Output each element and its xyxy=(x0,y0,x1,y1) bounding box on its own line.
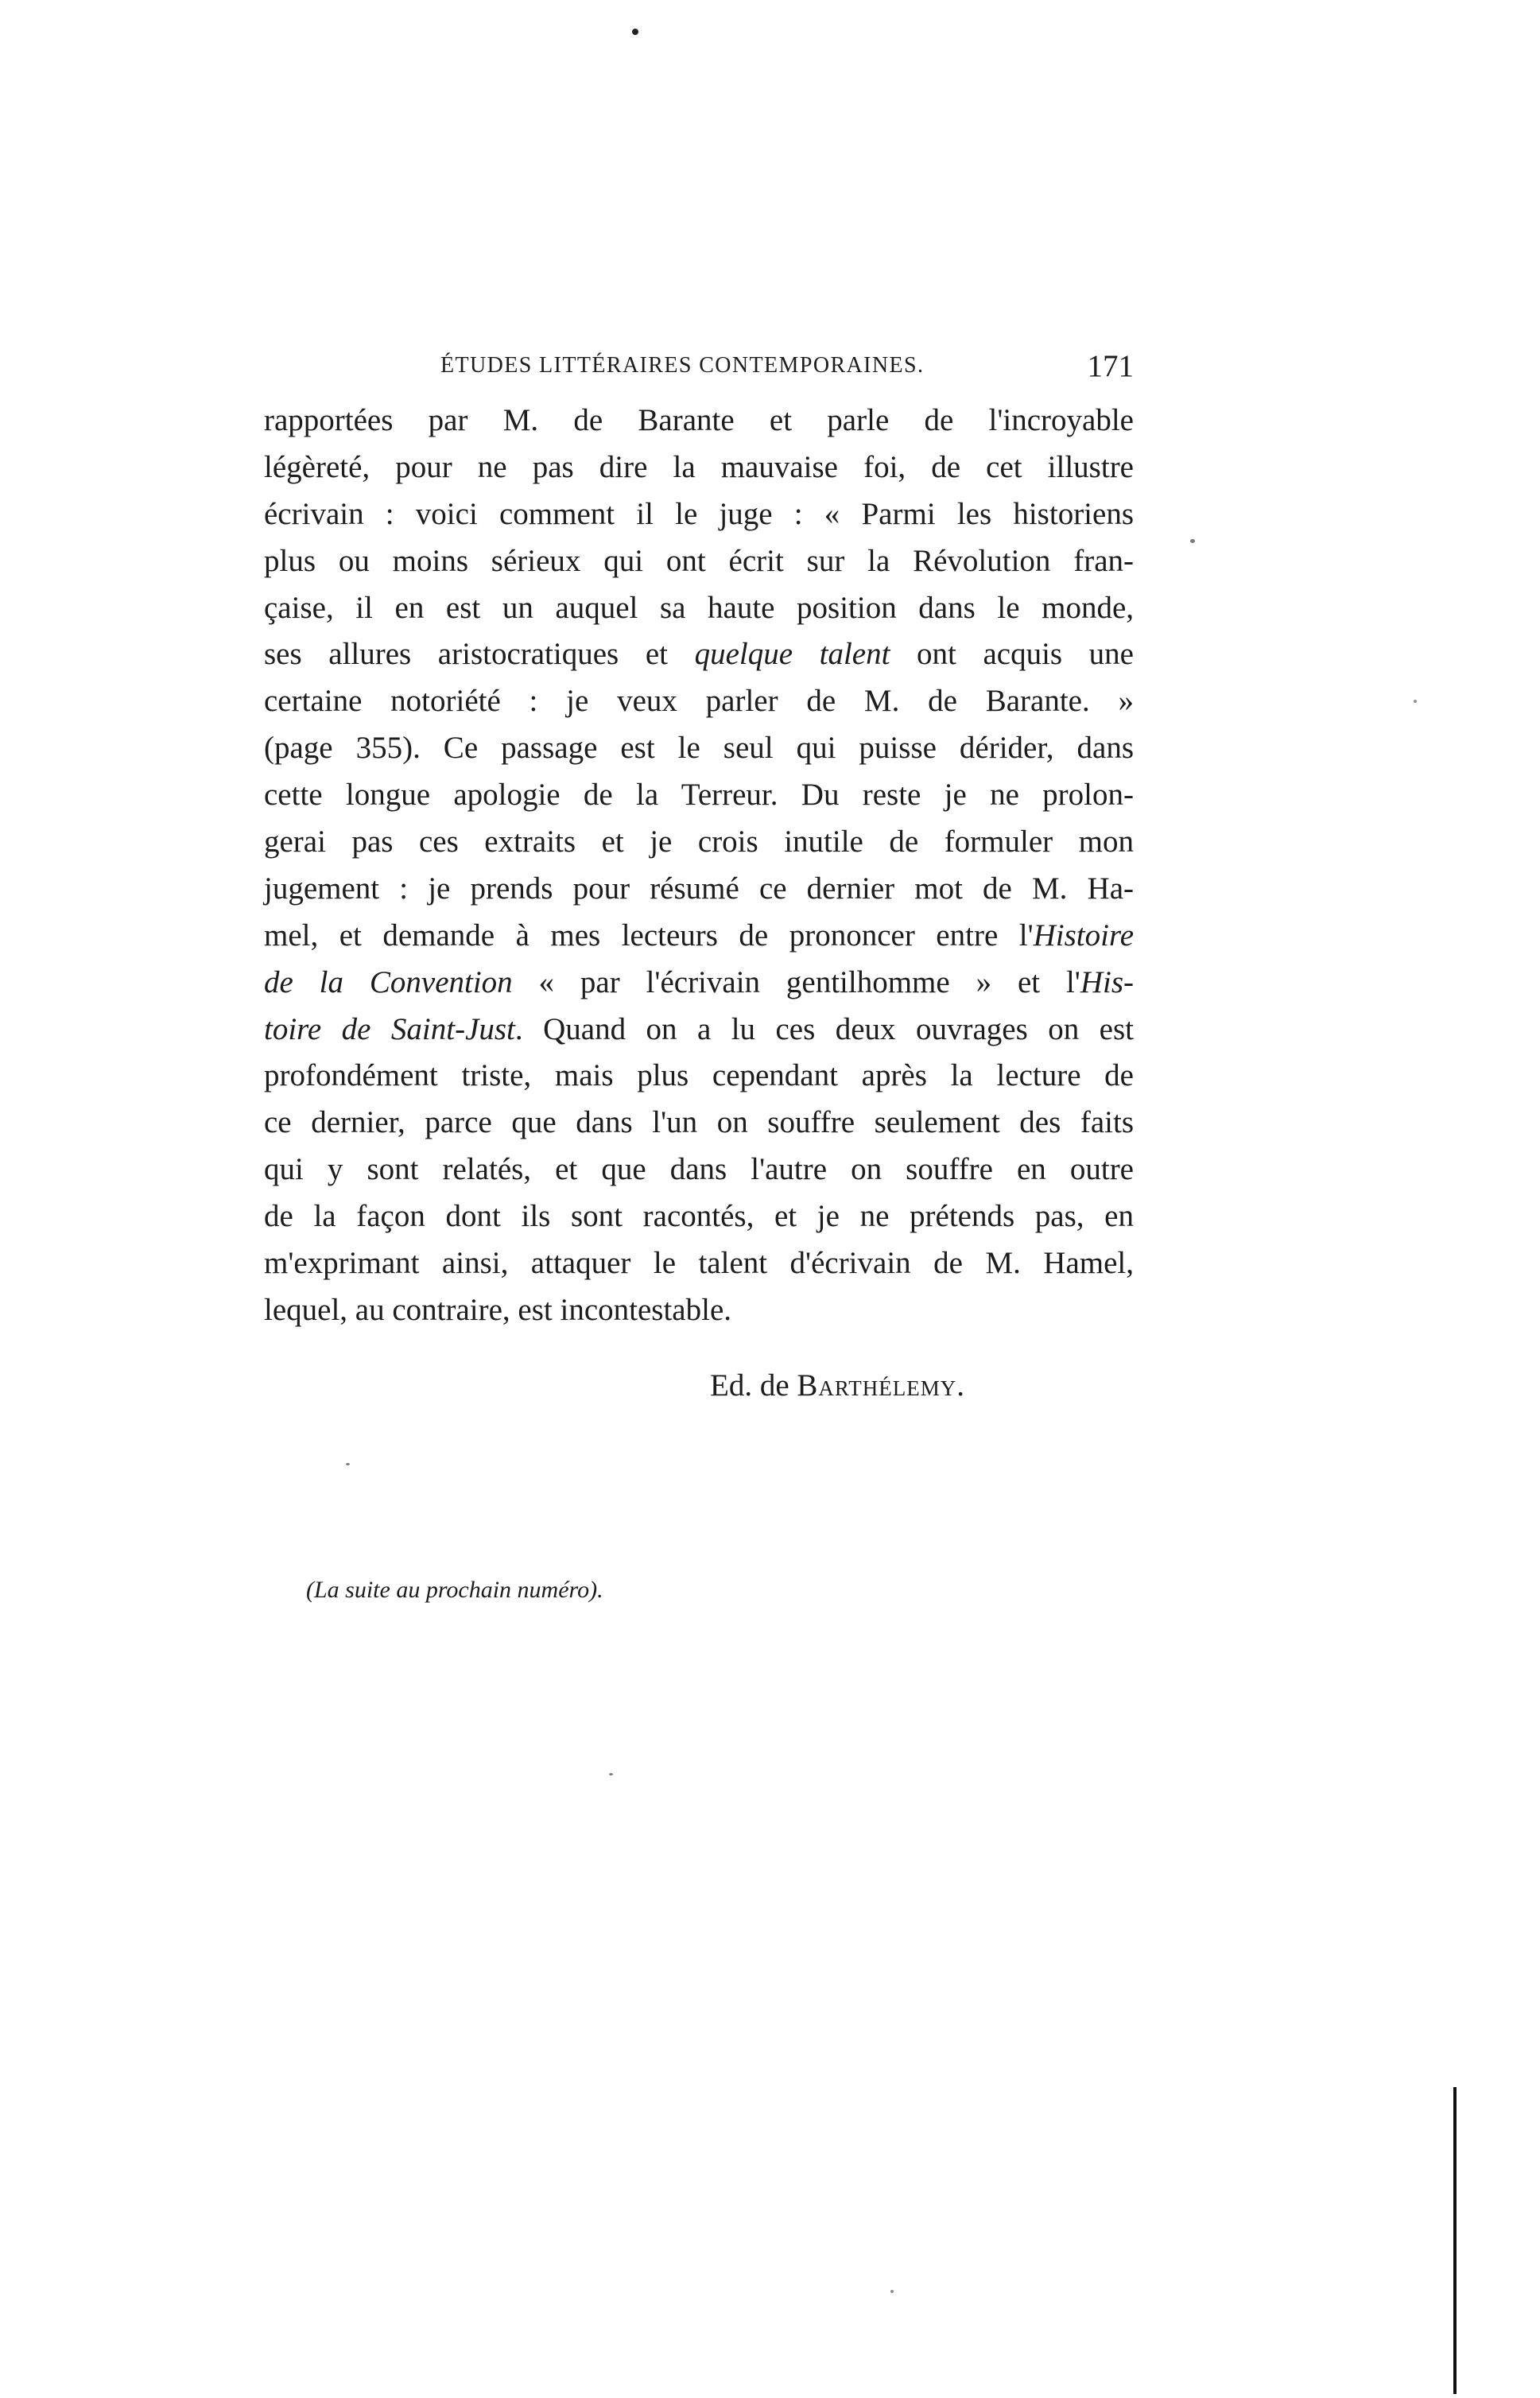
italic-text: His- xyxy=(1080,964,1134,999)
text-run: m'exprimant ainsi, attaquer le talent d'écrivain de M. Hamel, xyxy=(264,1246,1134,1281)
text-line xyxy=(264,1240,1134,1287)
text-line xyxy=(264,960,1134,1007)
text-run: çaise, il en est un auquel sa haute position dans le monde, xyxy=(264,590,1134,625)
scan-speck xyxy=(609,1773,613,1775)
text-line xyxy=(264,772,1134,819)
text-run: gerai pas ces extraits et je crois inutile de formuler mon xyxy=(264,825,1134,859)
continuation-note: (La suite au prochain numéro). xyxy=(306,1577,603,1603)
text-run: « par l'écrivain gentilhomme » et l' xyxy=(512,964,1080,999)
text-run: mel, et demande à mes lecteurs de prononcer entre l' xyxy=(264,918,1034,953)
text-line xyxy=(264,444,1134,491)
author-signature xyxy=(710,1368,965,1403)
text-run: (page 355). Ce passage est le seul qui puisse dérider, dans xyxy=(264,731,1134,766)
text-line xyxy=(264,1100,1134,1147)
text-run: ses allures aristocratiques et xyxy=(264,637,695,672)
scan-speck xyxy=(346,1463,350,1465)
scan-speck xyxy=(1414,700,1417,703)
italic-text: quelque talent xyxy=(694,637,890,672)
text-run: cette longue apologie de la Terreur. Du reste je ne prolon- xyxy=(264,778,1134,813)
text-run: rapportées par M. de Barante et parle de l'incroyable xyxy=(264,403,1134,437)
italic-text: Histoire xyxy=(1033,918,1134,953)
signature-surname: Barthélemy. xyxy=(797,1368,966,1403)
scan-speck xyxy=(632,29,638,35)
text-run: lequel, au contraire, est incontestable. xyxy=(264,1292,732,1327)
text-line xyxy=(264,725,1134,772)
text-line xyxy=(264,1287,1134,1334)
text-line xyxy=(264,398,1134,444)
body-paragraph xyxy=(264,398,1134,1334)
text-line xyxy=(264,1053,1134,1100)
text-line xyxy=(264,1147,1134,1193)
scan-speck xyxy=(890,2290,894,2293)
page-number: 171 xyxy=(1087,349,1134,383)
text-line xyxy=(264,1193,1134,1240)
text-run: plus ou moins sérieux qui ont écrit sur la Révolution fran- xyxy=(264,543,1134,578)
text-line xyxy=(264,585,1134,632)
text-line xyxy=(264,631,1134,678)
text-run: . Quand on a lu ces deux ouvrages on est xyxy=(514,1011,1134,1046)
text-run: ont acquis une xyxy=(890,637,1134,672)
running-title: ÉTUDES LITTÉRAIRES CONTEMPORAINES. xyxy=(440,353,925,378)
text-line xyxy=(264,1007,1134,1053)
italic-text: de la Convention xyxy=(264,964,513,999)
text-run: certaine notoriété : je veux parler de M. de Barante. » xyxy=(264,684,1134,719)
running-head xyxy=(266,348,1134,393)
text-run: légèreté, pour ne pas dire la mauvaise foi, de cet illustre xyxy=(264,449,1134,484)
text-run: qui y sont relatés, et que dans l'autre on souffre en outre xyxy=(264,1152,1134,1187)
text-line xyxy=(264,866,1134,913)
text-line xyxy=(264,538,1134,585)
text-run: profondément triste, mais plus cependant après la lecture de xyxy=(264,1058,1134,1093)
text-line xyxy=(264,491,1134,538)
text-line xyxy=(264,819,1134,866)
text-line xyxy=(264,678,1134,725)
page-edge-line xyxy=(1453,2087,1457,2394)
text-line xyxy=(264,913,1134,960)
text-run: jugement : je prends pour résumé ce dernier mot de M. Ha- xyxy=(264,871,1134,906)
signature-prefix: Ed. de xyxy=(710,1368,797,1403)
scan-speck xyxy=(1190,539,1195,543)
italic-text: toire de Saint-Just xyxy=(264,1011,515,1046)
text-run: ce dernier, parce que dans l'un on souffre seulement des faits xyxy=(264,1105,1134,1140)
text-run: écrivain : voici comment il le juge : « Parmi les historiens xyxy=(264,496,1134,531)
text-run: de la façon dont ils sont racontés, et je ne prétends pas, en xyxy=(264,1199,1134,1234)
